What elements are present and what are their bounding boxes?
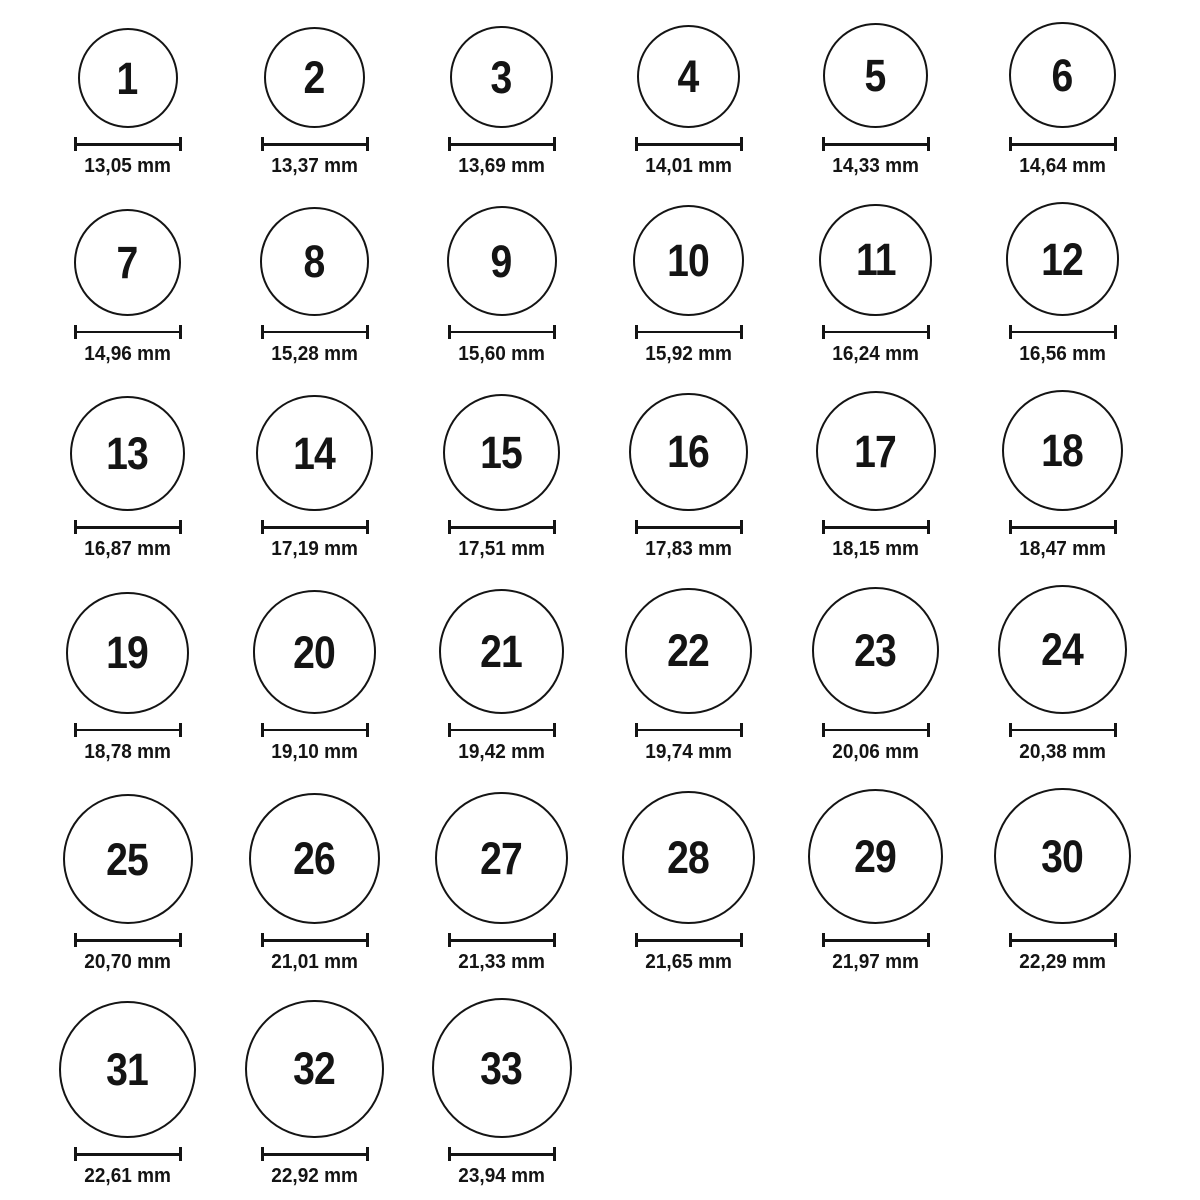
ring-circle xyxy=(1006,202,1120,316)
ring-size-number: 19 xyxy=(106,627,149,679)
diameter-label: 13,69 mm xyxy=(458,155,545,178)
diameter-ruler xyxy=(448,520,556,534)
diameter-label: 14,01 mm xyxy=(645,155,732,178)
ring-size-number: 33 xyxy=(480,1042,523,1094)
ring-size-number: 32 xyxy=(293,1043,336,1095)
ring-circle xyxy=(450,26,553,129)
ring-circle xyxy=(439,589,564,714)
diameter-ruler xyxy=(822,325,930,339)
diameter-ruler xyxy=(448,723,556,737)
ring-circle xyxy=(260,207,369,316)
ring-circle xyxy=(633,205,744,316)
diameter-ruler xyxy=(448,137,556,151)
ring-size-number: 5 xyxy=(865,50,886,102)
ring-size-item xyxy=(221,390,408,561)
diameter-ruler xyxy=(1009,137,1117,151)
ring-size-item xyxy=(34,998,221,1188)
ruler-line xyxy=(638,143,740,146)
ring-size-number: 20 xyxy=(293,626,336,678)
ring-circle xyxy=(264,27,365,128)
ring-size-item xyxy=(34,585,221,764)
ring-size-item xyxy=(34,390,221,561)
ring-size-item xyxy=(782,22,969,178)
ring-size-number: 1 xyxy=(117,52,138,104)
ring-size-item xyxy=(408,998,595,1188)
diameter-label: 14,64 mm xyxy=(1019,155,1106,178)
ring-circle xyxy=(1002,390,1123,511)
ruler-line xyxy=(825,143,927,146)
diameter-ruler xyxy=(635,933,743,947)
diameter-label: 13,05 mm xyxy=(84,155,171,178)
ruler-line xyxy=(264,331,366,334)
ring-circle xyxy=(637,25,741,129)
ring-size-item xyxy=(408,390,595,561)
diameter-ruler xyxy=(822,520,930,534)
diameter-label: 22,61 mm xyxy=(84,1165,171,1188)
ring-size-item xyxy=(969,202,1156,366)
diameter-ruler xyxy=(635,137,743,151)
ruler-line xyxy=(451,526,553,529)
diameter-ruler xyxy=(448,933,556,947)
diameter-label: 21,97 mm xyxy=(832,951,919,974)
ruler-line xyxy=(1012,526,1114,529)
ruler-line xyxy=(451,331,553,334)
diameter-label: 22,29 mm xyxy=(1019,951,1106,974)
ring-size-item xyxy=(595,585,782,764)
ring-size-number: 17 xyxy=(854,425,897,477)
ring-size-item xyxy=(595,202,782,366)
ring-circle xyxy=(816,391,936,511)
diameter-label: 21,65 mm xyxy=(645,951,732,974)
ring-size-number: 26 xyxy=(293,833,336,885)
ring-size-number: 30 xyxy=(1041,830,1084,882)
ring-size-number: 28 xyxy=(667,831,710,883)
ring-circle xyxy=(74,209,182,317)
ring-size-item xyxy=(221,585,408,764)
diameter-ruler xyxy=(1009,933,1117,947)
ring-size-item xyxy=(408,202,595,366)
ring-size-number: 15 xyxy=(480,427,523,478)
ruler-line xyxy=(264,939,366,942)
ring-circle xyxy=(249,793,380,924)
ring-circle xyxy=(1009,22,1115,128)
diameter-ruler xyxy=(74,933,182,947)
ring-size-number: 31 xyxy=(106,1044,149,1095)
diameter-label: 17,83 mm xyxy=(645,538,732,561)
ring-size-number: 24 xyxy=(1041,624,1084,676)
ruler-line xyxy=(451,1153,553,1156)
ring-circle xyxy=(823,23,928,128)
ring-circle xyxy=(625,588,751,714)
ring-size-number: 4 xyxy=(678,50,699,102)
ring-size-number: 13 xyxy=(106,428,149,480)
ruler-line xyxy=(638,331,740,334)
ruler-line xyxy=(1012,143,1114,146)
ring-size-item xyxy=(782,202,969,366)
ring-circle xyxy=(819,204,932,317)
ring-circle xyxy=(256,395,372,511)
ruler-line xyxy=(1012,939,1114,942)
diameter-ruler xyxy=(822,137,930,151)
ring-size-item xyxy=(969,22,1156,178)
diameter-ruler xyxy=(74,325,182,339)
diameter-ruler xyxy=(261,723,369,737)
diameter-label: 18,78 mm xyxy=(84,741,171,763)
ring-size-number: 10 xyxy=(667,234,710,286)
diameter-label: 13,37 mm xyxy=(271,155,358,178)
diameter-label: 14,96 mm xyxy=(84,343,171,365)
ruler-line xyxy=(451,143,553,146)
ruler-line xyxy=(1012,331,1114,334)
ring-size-item xyxy=(782,390,969,561)
ring-size-item xyxy=(782,585,969,764)
diameter-ruler xyxy=(74,137,182,151)
diameter-label: 18,15 mm xyxy=(832,538,919,561)
ring-circle xyxy=(629,393,748,512)
ruler-line xyxy=(825,939,927,942)
ring-size-number: 3 xyxy=(491,51,512,103)
ring-circle xyxy=(63,794,193,924)
ring-circle xyxy=(432,998,572,1138)
ring-size-number: 11 xyxy=(855,234,896,286)
ring-size-number: 25 xyxy=(106,833,149,885)
diameter-label: 21,01 mm xyxy=(271,951,358,974)
diameter-label: 19,74 mm xyxy=(645,741,732,763)
diameter-label: 17,19 mm xyxy=(271,538,358,561)
diameter-ruler xyxy=(261,933,369,947)
diameter-ruler xyxy=(635,520,743,534)
diameter-ruler xyxy=(261,520,369,534)
ring-size-item xyxy=(34,202,221,366)
diameter-label: 21,33 mm xyxy=(458,951,545,974)
diameter-label: 19,42 mm xyxy=(458,741,545,763)
ruler-line xyxy=(264,1153,366,1156)
ring-size-number: 9 xyxy=(491,235,512,287)
ring-size-number: 23 xyxy=(854,624,897,676)
ruler-line xyxy=(638,729,740,732)
ring-circle xyxy=(998,585,1127,714)
ring-circle xyxy=(447,206,557,316)
diameter-label: 15,92 mm xyxy=(645,343,732,365)
ring-size-number: 16 xyxy=(667,426,710,478)
diameter-ruler xyxy=(261,325,369,339)
diameter-ruler xyxy=(1009,723,1117,737)
diameter-ruler xyxy=(261,1147,369,1161)
ruler-line xyxy=(451,939,553,942)
ruler-line xyxy=(77,143,179,146)
diameter-ruler xyxy=(635,325,743,339)
diameter-label: 20,70 mm xyxy=(84,951,171,974)
ring-size-number: 27 xyxy=(480,832,523,884)
ring-circle xyxy=(812,587,940,715)
ring-size-number: 29 xyxy=(854,831,897,883)
ring-circle xyxy=(994,788,1130,924)
ring-size-item xyxy=(221,788,408,974)
ruler-line xyxy=(77,939,179,942)
ruler-line xyxy=(638,939,740,942)
diameter-label: 15,60 mm xyxy=(458,343,545,365)
ring-size-number: 2 xyxy=(304,52,325,104)
ring-size-item xyxy=(408,788,595,974)
ruler-line xyxy=(77,526,179,529)
ruler-line xyxy=(825,331,927,334)
ruler-line xyxy=(264,729,366,732)
ring-circle xyxy=(808,789,943,924)
ring-size-number: 7 xyxy=(117,236,138,288)
ruler-line xyxy=(1012,729,1114,732)
diameter-ruler xyxy=(635,723,743,737)
ring-circle xyxy=(70,396,185,511)
ruler-line xyxy=(264,143,366,146)
diameter-ruler xyxy=(74,520,182,534)
diameter-ruler xyxy=(448,1147,556,1161)
ring-size-item xyxy=(221,202,408,366)
diameter-label: 14,33 mm xyxy=(832,155,919,178)
ring-size-item xyxy=(595,788,782,974)
diameter-ruler xyxy=(822,933,930,947)
ruler-line xyxy=(825,526,927,529)
ring-circle xyxy=(435,792,568,925)
ring-size-item xyxy=(969,390,1156,561)
ring-size-item xyxy=(34,788,221,974)
diameter-label: 23,94 mm xyxy=(458,1165,545,1188)
diameter-label: 22,92 mm xyxy=(271,1165,358,1188)
ring-circle xyxy=(622,791,756,925)
ruler-line xyxy=(77,1153,179,1156)
ruler-line xyxy=(77,729,179,732)
diameter-ruler xyxy=(1009,520,1117,534)
ring-circle xyxy=(59,1001,197,1139)
ruler-line xyxy=(264,526,366,529)
ring-size-item xyxy=(969,585,1156,764)
ring-size-number: 22 xyxy=(667,625,710,677)
ring-size-item xyxy=(221,22,408,178)
diameter-ruler xyxy=(448,325,556,339)
ring-size-item xyxy=(969,788,1156,974)
diameter-label: 15,28 mm xyxy=(271,343,358,365)
ring-circle xyxy=(253,590,377,714)
diameter-label: 17,51 mm xyxy=(458,538,545,561)
diameter-label: 20,06 mm xyxy=(832,741,919,763)
ring-size-number: 8 xyxy=(304,236,325,288)
diameter-ruler xyxy=(261,137,369,151)
diameter-label: 16,24 mm xyxy=(832,343,919,365)
ring-size-item xyxy=(595,22,782,178)
diameter-label: 18,47 mm xyxy=(1019,538,1106,561)
diameter-label: 16,87 mm xyxy=(84,538,171,561)
ring-circle xyxy=(443,394,561,512)
ruler-line xyxy=(451,729,553,732)
ring-size-number: 14 xyxy=(293,427,336,479)
ring-circle xyxy=(66,592,189,715)
diameter-label: 16,56 mm xyxy=(1019,343,1106,365)
ruler-line xyxy=(77,331,179,334)
ring-size-number: 21 xyxy=(480,626,523,677)
diameter-ruler xyxy=(822,723,930,737)
ring-size-item xyxy=(34,22,221,178)
ring-size-item xyxy=(408,22,595,178)
diameter-ruler xyxy=(74,1147,182,1161)
ring-size-number: 12 xyxy=(1041,233,1084,285)
ring-size-chart xyxy=(34,22,1200,1188)
ruler-line xyxy=(825,729,927,732)
diameter-ruler xyxy=(74,723,182,737)
ring-size-item xyxy=(408,585,595,764)
ring-size-number: 6 xyxy=(1052,49,1073,101)
diameter-label: 20,38 mm xyxy=(1019,741,1106,763)
diameter-ruler xyxy=(1009,325,1117,339)
ring-size-item xyxy=(595,390,782,561)
ruler-line xyxy=(638,526,740,529)
ring-size-number: 18 xyxy=(1041,425,1084,477)
ring-size-item xyxy=(221,998,408,1188)
diameter-label: 19,10 mm xyxy=(271,741,358,763)
ring-circle xyxy=(78,28,178,128)
ring-size-item xyxy=(782,788,969,974)
ring-circle xyxy=(245,1000,384,1139)
